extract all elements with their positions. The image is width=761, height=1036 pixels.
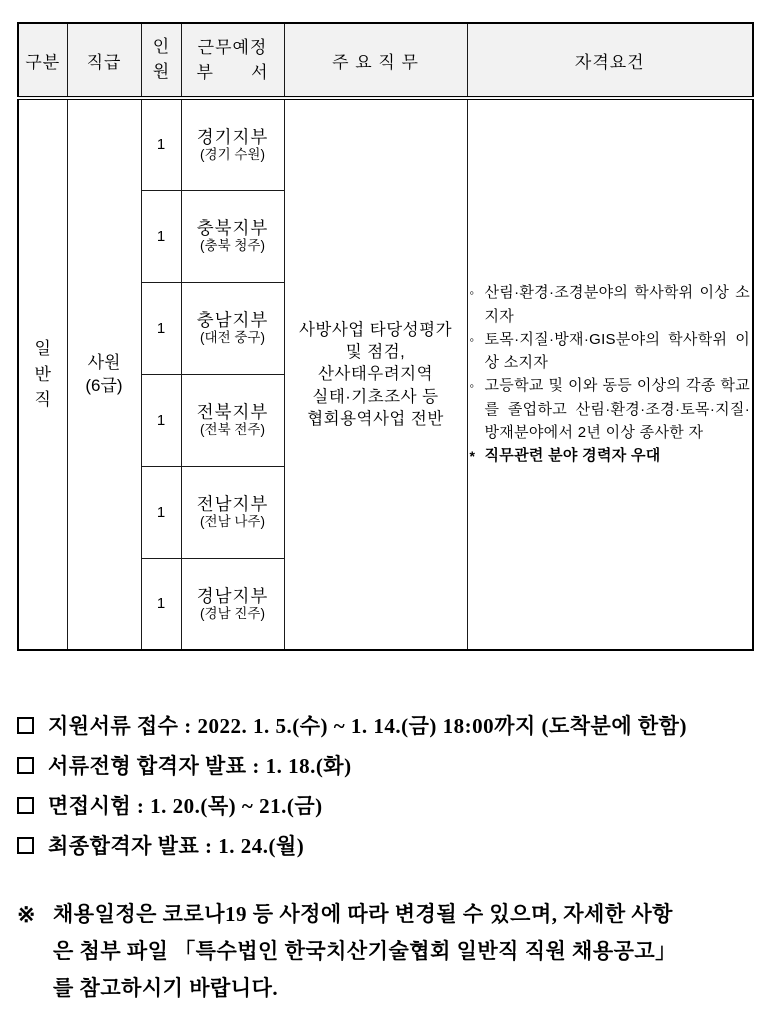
duties-line: 및 점검, (345, 343, 406, 362)
header-department (181, 23, 284, 98)
department-name: 충남지부 (196, 310, 269, 331)
header-duties (284, 23, 467, 98)
duties-line: 협회용역사업 전반 (307, 409, 444, 428)
notice-paragraph (17, 896, 752, 1007)
duties-line: 사방사업 타당성평가 (298, 320, 453, 339)
schedule-list (17, 705, 752, 865)
duties-line: 산사태우려지역 (317, 365, 434, 384)
category-value: 일반직 (34, 339, 51, 410)
header-duties-label: 주 요 직 무 (332, 52, 419, 72)
reference-mark-icon: ※ (17, 902, 36, 927)
table-row (18, 98, 753, 190)
header-department-line2-left: 부 (196, 63, 214, 82)
notice-line: 채용일정은 코로나19 등 사정에 따라 변경될 수 있으며, 자세한 사항 (53, 902, 673, 926)
header-department-line2 (184, 60, 282, 86)
qualification-text: 고등학교 및 이와 동등 이상의 각종 학교를 졸업하고 산림·환경·조경·토목·지질·방재분야에서 2년 이상 종사한 자 (484, 377, 750, 441)
schedule-item-application (17, 705, 752, 745)
empty-checkbox-icon (17, 837, 34, 854)
duties-line: 실태·기초조사 등 (312, 387, 439, 406)
header-category (18, 23, 67, 98)
asterisk-bullet-icon: * (469, 448, 475, 465)
grade-line1: 사원 (87, 352, 121, 372)
department-location: (경남 진주) (200, 606, 265, 622)
header-headcount (141, 23, 181, 98)
qualification-item-preferred (470, 444, 751, 468)
category-cell (18, 98, 67, 650)
qualification-text: 산림·환경·조경분야의 학사학위 이상 소지자 (484, 284, 750, 325)
qualification-item (470, 328, 751, 375)
department-cell (181, 374, 284, 466)
department-cell (181, 190, 284, 282)
header-department-line1: 근무예정 (197, 37, 268, 57)
header-grade-label: 직급 (86, 52, 122, 72)
notice-line: 은 첨부 파일 「특수법인 한국치산기술협회 일반직 직원 채용공고」 (53, 939, 677, 963)
department-cell (181, 558, 284, 650)
header-headcount-label: 인원 (152, 37, 170, 81)
schedule-item-text: 면접시험 : 1. 20.(목) ~ 21.(금) (48, 794, 323, 818)
department-cell (181, 98, 284, 190)
department-cell (181, 466, 284, 558)
circle-bullet-icon: ◦ (469, 378, 475, 394)
department-location: (전북 전주) (200, 422, 265, 438)
recruitment-table (17, 22, 754, 651)
schedule-item-final-result (17, 825, 752, 865)
empty-checkbox-icon (17, 797, 34, 814)
headcount-cell: 1 (141, 282, 181, 374)
department-location: (대전 중구) (200, 330, 265, 346)
department-name: 전북지부 (196, 402, 269, 423)
schedule-item-text: 최종합격자 발표 : 1. 24.(월) (48, 834, 305, 858)
department-name: 전남지부 (196, 494, 269, 515)
empty-checkbox-icon (17, 717, 34, 734)
qualifications-cell (467, 98, 753, 650)
department-location: (충북 청주) (200, 238, 265, 254)
table-header-row (18, 23, 753, 98)
schedule-item-interview (17, 785, 752, 825)
headcount-cell: 1 (141, 374, 181, 466)
headcount-cell: 1 (141, 558, 181, 650)
notice-line: 를 참고하시기 바랍니다. (53, 976, 279, 1000)
header-grade (67, 23, 141, 98)
qualification-text: 직무관련 분야 경력자 우대 (484, 447, 661, 465)
headcount-cell: 1 (141, 466, 181, 558)
empty-checkbox-icon (17, 757, 34, 774)
recruitment-notice-page (17, 22, 752, 1007)
schedule-item-text: 서류전형 합격자 발표 : 1. 18.(화) (48, 754, 352, 778)
notice-lines (53, 896, 752, 1007)
department-name: 경기지부 (196, 126, 269, 147)
header-category-label: 구분 (25, 52, 61, 72)
department-location: (경기 수원) (200, 147, 265, 163)
headcount-cell: 1 (141, 98, 181, 190)
circle-bullet-icon: ◦ (469, 331, 475, 347)
header-qualifications-label: 자격요건 (574, 52, 645, 72)
department-name: 충북지부 (196, 218, 269, 239)
grade-cell (67, 98, 141, 650)
header-department-line2-right: 서 (251, 63, 269, 82)
headcount-cell: 1 (141, 190, 181, 282)
department-name: 경남지부 (196, 585, 269, 606)
qualification-item (470, 281, 751, 328)
circle-bullet-icon: ◦ (469, 285, 475, 301)
header-qualifications (467, 23, 753, 98)
department-location: (전남 나주) (200, 514, 265, 530)
qualification-text: 토목·지질·방재·GIS분야의 학사학위 이상 소지자 (484, 330, 750, 372)
department-cell (181, 282, 284, 374)
duties-cell (284, 98, 467, 650)
schedule-item-document-result (17, 745, 752, 785)
grade-line2: (6급) (85, 375, 123, 395)
schedule-item-text: 지원서류 접수 : 2022. 1. 5.(수) ~ 1. 14.(금) 18:00까지 (도착분에 한함) (48, 714, 687, 738)
qualification-item (470, 374, 751, 444)
